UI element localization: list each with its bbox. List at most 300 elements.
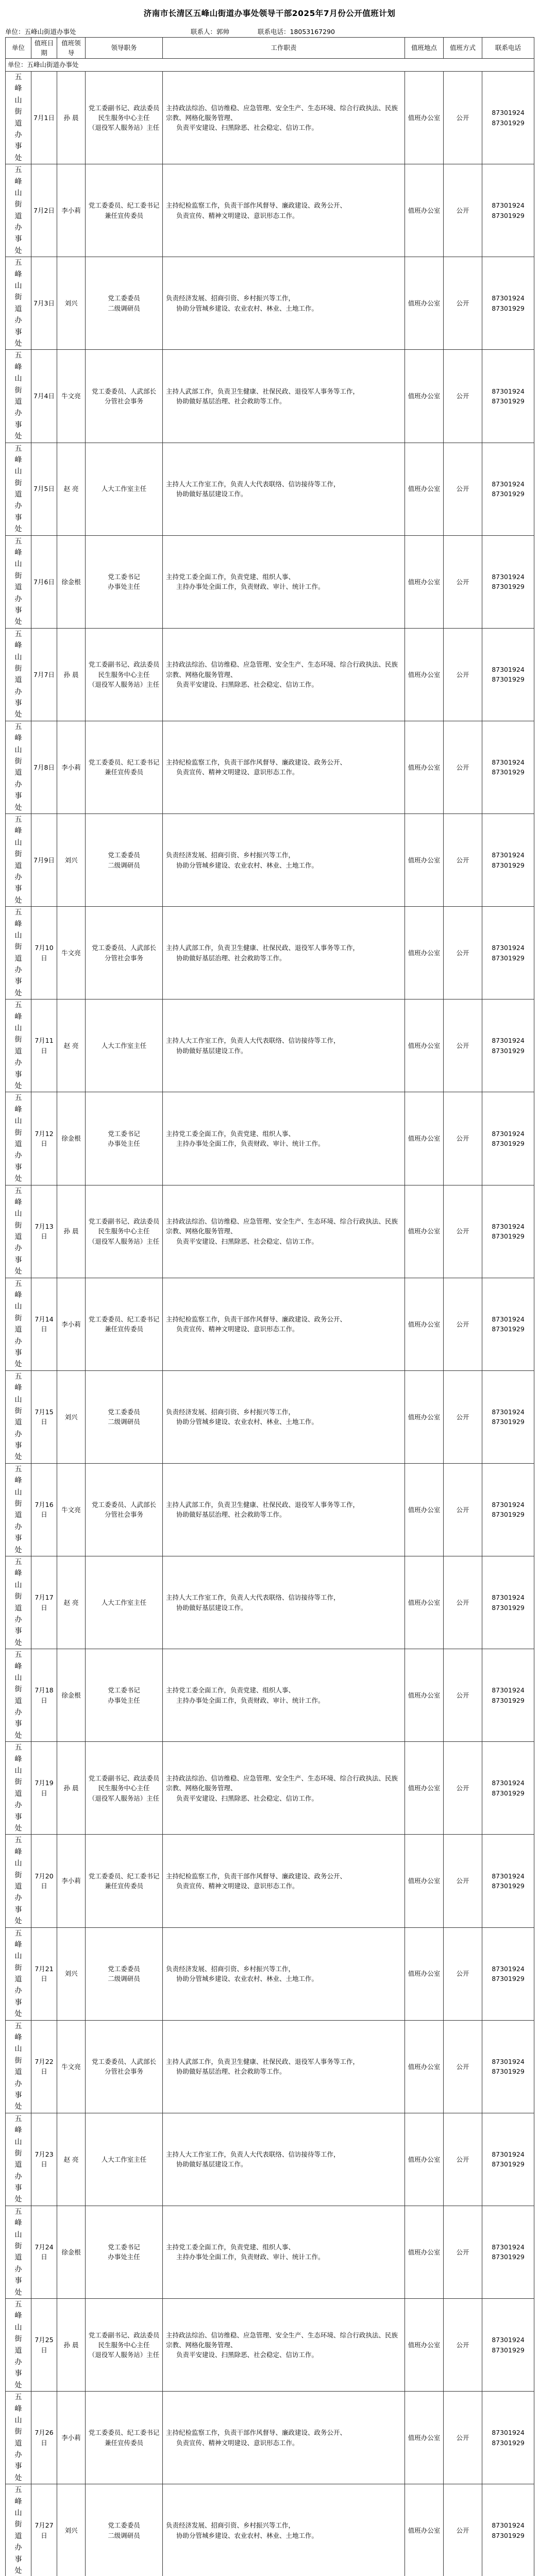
unit-char: 山 (14, 1952, 22, 1961)
unit-char: 街 (14, 1221, 22, 1230)
unit-char: 五 (14, 1187, 22, 1195)
unit-char: 五 (14, 1279, 22, 1288)
role-line: 党工委书记 (108, 1686, 140, 1694)
role-cell (86, 1927, 163, 2020)
work-line: 主持党工委全面工作，负责党建、组织人事、 (166, 2243, 295, 2251)
mode-cell: 公开 (444, 721, 482, 814)
unit-char: 事 (14, 1998, 22, 2007)
location-cell: 值班办公室 (405, 721, 444, 814)
unit-char: 五 (14, 73, 22, 81)
work-cell (163, 535, 405, 628)
role-cell (86, 164, 163, 257)
unit-cell (6, 2392, 31, 2484)
header-leader: 值班领导 (57, 38, 86, 59)
leader-cell: 刘兴 (57, 257, 86, 350)
unit-char: 街 (14, 1685, 22, 1694)
phone-number: 87301924 (492, 1037, 525, 1045)
table-row (6, 2020, 534, 2113)
role-line: 办事处主任 (108, 1696, 140, 1704)
role-cell (86, 1092, 163, 1185)
location-cell: 值班办公室 (405, 1927, 444, 2020)
phone-number: 87301929 (492, 397, 525, 405)
unit-char: 办 (14, 1337, 22, 1346)
unit-char: 街 (14, 2428, 22, 2436)
unit-char: 事 (14, 885, 22, 893)
phone-number: 87301924 (492, 2243, 525, 2251)
phone-number: 87301929 (492, 118, 525, 127)
work-cell (163, 1370, 405, 1463)
unit-char: 街 (14, 571, 22, 580)
role-cell (86, 72, 163, 164)
date-cell: 7月4日 (31, 350, 57, 443)
unit-char: 事 (14, 2277, 22, 2285)
unit-char: 处 (14, 1453, 22, 1462)
work-line: 协助做好基层治理、社会救助等工作。 (176, 1511, 286, 1519)
phone-number: 87301924 (492, 2057, 525, 2065)
role-line: 人大工作室主任 (101, 485, 147, 493)
phone-number: 87301924 (492, 1964, 525, 1973)
role-line: 党工委委员、纪工委书记 (88, 1872, 160, 1880)
table-row (6, 2113, 534, 2206)
unit-char: 峰 (14, 270, 22, 279)
unit-char: 处 (14, 618, 22, 626)
table-row (6, 2484, 534, 2576)
phone-cell (482, 1463, 534, 1556)
unit-char: 事 (14, 142, 22, 151)
date-cell: 7月12日 (31, 1092, 57, 1185)
unit-cell (6, 1278, 31, 1370)
location-cell: 值班办公室 (405, 2020, 444, 2113)
phone-number: 87301929 (492, 1975, 525, 1983)
unit-cell (6, 164, 31, 257)
work-cell (163, 2020, 405, 2113)
work-line: 协助分管城乡建设、农业农村、林业、土地工作。 (176, 1975, 318, 1983)
phone-cell (482, 1370, 534, 1463)
leader-cell: 刘兴 (57, 1370, 86, 1463)
work-cell (163, 443, 405, 535)
role-line: （退役军人服务站）主任 (88, 1237, 160, 1245)
location-cell: 值班办公室 (405, 1742, 444, 1835)
role-cell (86, 2020, 163, 2113)
phone-number: 87301924 (492, 665, 525, 673)
header-unit: 单位 (6, 38, 31, 59)
unit-char: 处 (14, 154, 22, 162)
phone-number: 87301924 (492, 109, 525, 117)
work-cell (163, 72, 405, 164)
unit-char: 办 (14, 2451, 22, 2460)
unit-cell (6, 628, 31, 721)
table-row (6, 72, 534, 164)
table-row (6, 1370, 534, 1463)
work-line: 主持政法综治、信访维稳、应急管理、安全生产、生态环境、综合行政执法、民族宗教、网格化服务管理、 (166, 1217, 398, 1235)
role-line: 办事处主任 (108, 583, 140, 591)
phone-number: 87301929 (492, 1603, 525, 1612)
table-row (6, 1649, 534, 1742)
unit-char: 五 (14, 2300, 22, 2309)
work-line: 负责宣传、精神文明建设、意识形态工作。 (176, 2438, 299, 2447)
unit-char: 事 (14, 1812, 22, 1821)
role-line: 办事处主任 (108, 2253, 140, 2261)
unit-char: 五 (14, 2393, 22, 2402)
unit-header-cell: 单位：五峰山街道办事处 (6, 59, 534, 72)
unit-char: 道 (14, 119, 22, 128)
role-line: 兼任宣传委员 (104, 1882, 143, 1890)
unit-cell (6, 1463, 31, 1556)
unit-char: 办 (14, 873, 22, 882)
mode-cell: 公开 (444, 443, 482, 535)
unit-char: 山 (14, 2045, 22, 2054)
table-row (6, 535, 534, 628)
phone-number: 87301929 (492, 675, 525, 684)
role-line: 党工委副书记、政法委员 (88, 660, 160, 669)
date-cell: 7月17日 (31, 1556, 57, 1649)
phone-number: 87301924 (492, 2150, 525, 2158)
unit-char: 道 (14, 583, 22, 592)
role-cell (86, 2484, 163, 2576)
mode-cell: 公开 (444, 1927, 482, 2020)
role-line: 党工委书记 (108, 2243, 140, 2251)
unit-char: 山 (14, 745, 22, 754)
location-cell: 值班办公室 (405, 2299, 444, 2392)
work-cell (163, 721, 405, 814)
unit-char: 处 (14, 2103, 22, 2111)
unit-char: 事 (14, 2462, 22, 2471)
phone-cell (482, 2206, 534, 2298)
phone-number: 87301924 (492, 2521, 525, 2530)
date-cell: 7月25日 (31, 2299, 57, 2392)
unit-char: 处 (14, 1731, 22, 1740)
phone-cell (482, 350, 534, 443)
unit-char: 山 (14, 467, 22, 476)
mode-cell: 公开 (444, 1278, 482, 1370)
work-cell (163, 1742, 405, 1835)
table-row (6, 1185, 534, 1278)
unit-char: 峰 (14, 2033, 22, 2042)
unit-cell (6, 1835, 31, 1927)
work-line: 协助分管城乡建设、农业农村、林业、土地工作。 (176, 861, 318, 869)
leader-cell: 徐金根 (57, 2206, 86, 2298)
phone-number: 87301924 (492, 2429, 525, 2437)
phone-number: 87301924 (492, 572, 525, 581)
work-cell (163, 814, 405, 907)
unit-char: 街 (14, 850, 22, 859)
work-cell (163, 1835, 405, 1927)
leader-cell: 李小莉 (57, 1278, 86, 1370)
unit-char: 道 (14, 212, 22, 221)
leader-cell: 牛文亮 (57, 907, 86, 999)
unit-char: 道 (14, 676, 22, 685)
phone-number: 87301924 (492, 1315, 525, 1323)
role-line: 民生服务中心主任 (98, 1784, 150, 1792)
work-line: 主持办事处全面工作，负责财政、审计、统计工作。 (176, 2253, 325, 2261)
date-cell: 7月7日 (31, 628, 57, 721)
role-cell (86, 257, 163, 350)
unit-char: 山 (14, 96, 22, 105)
mode-cell: 公开 (444, 628, 482, 721)
role-cell (86, 1185, 163, 1278)
date-cell: 7月24日 (31, 2206, 57, 2298)
location-cell: 值班办公室 (405, 1835, 444, 1927)
unit-char: 办 (14, 1430, 22, 1438)
role-cell (86, 2206, 163, 2298)
role-line: 分管社会事务 (104, 2067, 143, 2076)
location-cell: 值班办公室 (405, 2484, 444, 2576)
date-cell: 7月8日 (31, 721, 57, 814)
role-line: 民生服务中心主任 (98, 1227, 150, 1235)
unit-char: 办 (14, 502, 22, 511)
phone-number: 87301924 (492, 1779, 525, 1787)
phone-number: 87301924 (492, 1872, 525, 1880)
mode-cell: 公开 (444, 1092, 482, 1185)
location-cell: 值班办公室 (405, 1185, 444, 1278)
unit-char: 街 (14, 1406, 22, 1415)
unit-char: 峰 (14, 1569, 22, 1578)
phone-number: 87301929 (492, 2160, 525, 2168)
unit-char: 处 (14, 1638, 22, 1647)
unit-char: 办 (14, 687, 22, 696)
leader-cell: 李小莉 (57, 164, 86, 257)
role-line: 党工委委员、人武部长 (91, 1501, 156, 1509)
role-line: 兼任宣传委员 (104, 2438, 143, 2447)
role-cell (86, 2299, 163, 2392)
unit-char: 街 (14, 1128, 22, 1137)
unit-char: 办 (14, 1244, 22, 1253)
unit-char: 五 (14, 1094, 22, 1103)
header-date: 值班日期 (31, 38, 57, 59)
mode-cell: 公开 (444, 2484, 482, 2576)
work-cell (163, 350, 405, 443)
unit-cell (6, 350, 31, 443)
table-header-row (6, 38, 534, 59)
mode-cell: 公开 (444, 2299, 482, 2392)
leader-cell: 牛文亮 (57, 2020, 86, 2113)
work-cell (163, 1463, 405, 1556)
leader-cell: 刘兴 (57, 814, 86, 907)
date-cell: 7月5日 (31, 443, 57, 535)
unit-char: 五 (14, 908, 22, 917)
work-line: 负责平安建设、扫黑除恶、社会稳定、信访工作。 (176, 681, 318, 688)
unit-char: 事 (14, 699, 22, 708)
unit-char: 五 (14, 816, 22, 824)
leader-cell: 刘兴 (57, 2484, 86, 2576)
location-cell: 值班办公室 (405, 443, 444, 535)
unit-char: 事 (14, 1070, 22, 1079)
leader-cell: 徐金根 (57, 1092, 86, 1185)
work-line: 负责经济发展、招商引资、乡村振兴等工作， (166, 1408, 295, 1416)
unit-cell (6, 72, 31, 164)
phone-cell (482, 1185, 534, 1278)
unit-char: 街 (14, 2335, 22, 2344)
phone-cell (482, 907, 534, 999)
phone-cell (482, 1556, 534, 1649)
role-cell (86, 1370, 163, 1463)
role-line: 民生服务中心主任 (98, 670, 150, 679)
unit-char: 道 (14, 1511, 22, 1520)
role-line: 党工委委员、纪工委书记 (88, 2429, 160, 2437)
location-cell: 值班办公室 (405, 2206, 444, 2298)
phone-cell (482, 814, 534, 907)
work-cell (163, 2484, 405, 2576)
unit-char: 事 (14, 2184, 22, 2193)
unit-char: 办 (14, 224, 22, 232)
role-cell (86, 1742, 163, 1835)
unit-char: 事 (14, 2555, 22, 2564)
unit-char: 山 (14, 1673, 22, 1682)
location-cell: 值班办公室 (405, 907, 444, 999)
unit-cell (6, 1092, 31, 1185)
role-line: 党工委委员 (108, 1408, 140, 1416)
role-cell (86, 1556, 163, 1649)
unit-char: 事 (14, 1256, 22, 1264)
unit-char: 山 (14, 375, 22, 383)
unit-char: 事 (14, 977, 22, 986)
phone-number: 87301929 (492, 1789, 525, 1797)
role-line: 党工委委员 (108, 2521, 140, 2530)
unit-char: 五 (14, 1836, 22, 1845)
unit-char: 峰 (14, 1384, 22, 1393)
unit-cell (6, 1556, 31, 1649)
unit-char: 五 (14, 1558, 22, 1566)
phone-number: 87301929 (492, 1511, 525, 1519)
phone-cell (482, 1278, 534, 1370)
unit-cell (6, 907, 31, 999)
date-cell: 7月19日 (31, 1742, 57, 1835)
leader-cell: 徐金根 (57, 535, 86, 628)
phone-cell (482, 535, 534, 628)
phone-number: 87301924 (492, 944, 525, 952)
role-line: 党工委副书记、政法委员 (88, 1774, 160, 1782)
date-cell: 7月18日 (31, 1649, 57, 1742)
phone-cell (482, 628, 534, 721)
unit-char: 山 (14, 2230, 22, 2239)
role-line: 人大工作室主任 (101, 1598, 147, 1606)
unit-char: 道 (14, 1882, 22, 1891)
phone-number: 87301929 (492, 861, 525, 869)
role-line: 党工委书记 (108, 1129, 140, 1138)
role-line: 党工委委员 (108, 851, 140, 859)
phone-cell (482, 164, 534, 257)
work-line: 协助做好基层建设工作。 (176, 490, 247, 498)
phone-number: 87301929 (492, 2253, 525, 2261)
unit-char: 山 (14, 1302, 22, 1311)
mode-cell: 公开 (444, 257, 482, 350)
role-line: 党工委委员、纪工委书记 (88, 758, 160, 767)
unit-cell (6, 1649, 31, 1742)
unit-char: 道 (14, 769, 22, 777)
unit-char: 事 (14, 1163, 22, 1172)
role-cell (86, 1835, 163, 1927)
work-line: 协助做好基层治理、社会救助等工作。 (176, 2067, 286, 2076)
leader-cell: 牛文亮 (57, 1463, 86, 1556)
unit-char: 山 (14, 838, 22, 847)
role-line: 党工委委员、纪工委书记 (88, 201, 160, 210)
unit-char: 峰 (14, 549, 22, 557)
work-cell (163, 1185, 405, 1278)
table-row (6, 1278, 534, 1370)
unit-cell (6, 443, 31, 535)
location-cell: 值班办公室 (405, 1463, 444, 1556)
unit-char: 山 (14, 931, 22, 940)
unit-char: 街 (14, 479, 22, 487)
unit-char: 峰 (14, 2219, 22, 2228)
date-cell: 7月6日 (31, 535, 57, 628)
unit-char: 五 (14, 1743, 22, 1752)
leader-cell: 李小莉 (57, 721, 86, 814)
unit-char: 处 (14, 1917, 22, 1926)
unit-char: 办 (14, 966, 22, 975)
role-line: 党工委书记 (108, 572, 140, 581)
unit-char: 峰 (14, 455, 22, 464)
phone-number: 87301929 (492, 304, 525, 312)
unit-char: 办 (14, 595, 22, 603)
role-cell (86, 2113, 163, 2206)
unit-char: 五 (14, 444, 22, 453)
phone-number: 87301929 (492, 2346, 525, 2354)
phone-number: 87301929 (492, 768, 525, 776)
unit-char: 办 (14, 1059, 22, 1067)
unit-char: 山 (14, 1859, 22, 1868)
mode-cell: 公开 (444, 2392, 482, 2484)
work-line: 协助做好基层建设工作。 (176, 2160, 247, 2168)
unit-char: 事 (14, 2369, 22, 2378)
unit-char: 山 (14, 1488, 22, 1497)
unit-cell (6, 535, 31, 628)
table-row (6, 907, 534, 999)
unit-char: 五 (14, 166, 22, 175)
work-cell (163, 1092, 405, 1185)
unit-char: 道 (14, 2532, 22, 2540)
work-line: 主持办事处全面工作，负责财政、审计、统计工作。 (176, 1139, 325, 1147)
phone-number: 87301929 (492, 2438, 525, 2447)
date-cell: 7月3日 (31, 257, 57, 350)
unit-char: 处 (14, 525, 22, 534)
role-line: 人大工作室主任 (101, 1042, 147, 1050)
unit-char: 道 (14, 1604, 22, 1613)
location-cell: 值班办公室 (405, 535, 444, 628)
work-line: 负责平安建设、扫黑除恶、社会稳定、信访工作。 (176, 2351, 318, 2359)
unit-char: 街 (14, 757, 22, 766)
unit-char: 街 (14, 1963, 22, 1972)
phone-number: 87301929 (492, 1232, 525, 1241)
role-line: 兼任宣传委员 (104, 1325, 143, 1333)
role-cell (86, 628, 163, 721)
unit-char: 街 (14, 664, 22, 673)
unit-cell (6, 257, 31, 350)
unit-char: 山 (14, 2416, 22, 2425)
role-line: 办事处主任 (108, 1139, 140, 1147)
table-row (6, 1556, 534, 1649)
mode-cell: 公开 (444, 1649, 482, 1742)
unit-char: 山 (14, 2323, 22, 2332)
phone-number: 87301924 (492, 1686, 525, 1694)
unit-char: 办 (14, 1708, 22, 1717)
unit-char: 山 (14, 1581, 22, 1589)
unit-char: 街 (14, 108, 22, 116)
work-line: 负责宣传、精神文明建设、意识形态工作。 (176, 211, 299, 219)
mode-cell: 公开 (444, 1463, 482, 1556)
work-line: 主持人武部工作，负责卫生健康、社保民政、退役军人事务等工作， (166, 2057, 360, 2065)
unit-char: 山 (14, 1117, 22, 1126)
phone-number: 87301929 (492, 2067, 525, 2076)
unit-char: 五 (14, 1465, 22, 1473)
unit-char: 事 (14, 1348, 22, 1357)
mode-cell: 公开 (444, 72, 482, 164)
phone-number: 87301924 (492, 480, 525, 488)
phone-cell (482, 1092, 534, 1185)
phone-number: 87301924 (492, 1408, 525, 1416)
unit-char: 峰 (14, 1105, 22, 1114)
phone-number: 87301929 (492, 490, 525, 498)
